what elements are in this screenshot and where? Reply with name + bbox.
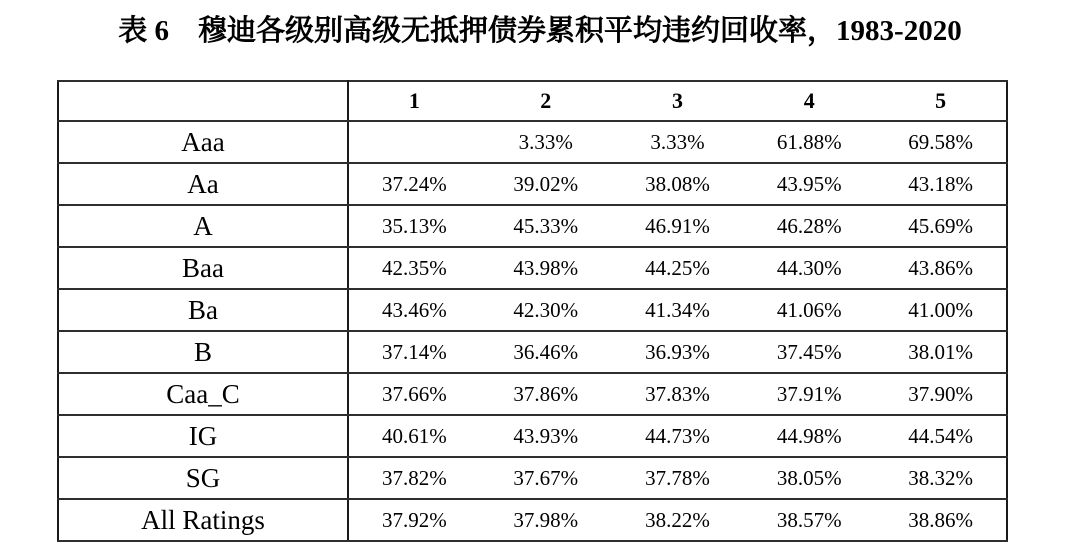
table-row: [58, 373, 1007, 415]
header-cell-year-3: 3: [612, 81, 744, 121]
row-label: Caa_C: [58, 373, 348, 415]
table-body: [58, 121, 1007, 541]
value-cell: [348, 121, 480, 163]
table-title: 表 6 穆迪各级别高级无抵押债券累积平均违约回收率，1983-2020: [118, 15, 962, 47]
value-cell: 44.25%: [612, 247, 744, 289]
row-label: Baa: [58, 247, 348, 289]
value-cell: 69.58%: [875, 121, 1007, 163]
value-cell: 45.69%: [875, 205, 1007, 247]
document-page: [0, 8, 1080, 535]
value-cell: 38.01%: [875, 331, 1007, 373]
value-cell: 43.86%: [875, 247, 1007, 289]
value-cell: 36.46%: [480, 331, 612, 373]
value-cell: 37.92%: [348, 499, 480, 541]
row-label: SG: [58, 457, 348, 499]
value-cell: 38.08%: [612, 163, 744, 205]
value-cell: 37.90%: [875, 373, 1007, 415]
header-cell-year-2: 2: [480, 81, 612, 121]
value-cell: 37.91%: [743, 373, 875, 415]
value-cell: 38.32%: [875, 457, 1007, 499]
row-label: Aaa: [58, 121, 348, 163]
value-cell: 44.73%: [612, 415, 744, 457]
table-row: [58, 163, 1007, 205]
value-cell: 36.93%: [612, 331, 744, 373]
value-cell: 41.00%: [875, 289, 1007, 331]
header-cell-year-1: 1: [348, 81, 480, 121]
table-row: [58, 289, 1007, 331]
header-cell-rating: [58, 81, 348, 121]
value-cell: 37.67%: [480, 457, 612, 499]
value-cell: 45.33%: [480, 205, 612, 247]
table-row: [58, 415, 1007, 457]
value-cell: 37.98%: [480, 499, 612, 541]
row-label: Aa: [58, 163, 348, 205]
value-cell: 42.30%: [480, 289, 612, 331]
value-cell: 35.13%: [348, 205, 480, 247]
value-cell: 42.35%: [348, 247, 480, 289]
value-cell: 37.78%: [612, 457, 744, 499]
value-cell: 43.93%: [480, 415, 612, 457]
value-cell: 38.05%: [743, 457, 875, 499]
row-label: Ba: [58, 289, 348, 331]
value-cell: 43.98%: [480, 247, 612, 289]
table-row: [58, 205, 1007, 247]
value-cell: 37.66%: [348, 373, 480, 415]
value-cell: 44.54%: [875, 415, 1007, 457]
table-row: [58, 331, 1007, 373]
table-row: [58, 121, 1007, 163]
row-label: All Ratings: [58, 499, 348, 541]
value-cell: 44.98%: [743, 415, 875, 457]
value-cell: 37.83%: [612, 373, 744, 415]
value-cell: 40.61%: [348, 415, 480, 457]
value-cell: 61.88%: [743, 121, 875, 163]
value-cell: 37.45%: [743, 331, 875, 373]
value-cell: 46.91%: [612, 205, 744, 247]
value-cell: 3.33%: [480, 121, 612, 163]
value-cell: 37.82%: [348, 457, 480, 499]
value-cell: 41.06%: [743, 289, 875, 331]
table-row: [58, 499, 1007, 541]
value-cell: 43.46%: [348, 289, 480, 331]
table-header: [58, 81, 1007, 121]
table-row: [58, 247, 1007, 289]
row-label: A: [58, 205, 348, 247]
value-cell: 37.24%: [348, 163, 480, 205]
header-row: [58, 81, 1007, 121]
recovery-rate-table: [57, 80, 1008, 542]
value-cell: 38.86%: [875, 499, 1007, 541]
value-cell: 43.95%: [743, 163, 875, 205]
value-cell: 41.34%: [612, 289, 744, 331]
value-cell: 38.57%: [743, 499, 875, 541]
row-label: IG: [58, 415, 348, 457]
value-cell: 3.33%: [612, 121, 744, 163]
value-cell: 37.86%: [480, 373, 612, 415]
value-cell: 43.18%: [875, 163, 1007, 205]
value-cell: 37.14%: [348, 331, 480, 373]
header-cell-year-4: 4: [743, 81, 875, 121]
header-cell-year-5: 5: [875, 81, 1007, 121]
value-cell: 38.22%: [612, 499, 744, 541]
value-cell: 44.30%: [743, 247, 875, 289]
value-cell: 46.28%: [743, 205, 875, 247]
value-cell: 39.02%: [480, 163, 612, 205]
table-row: [58, 457, 1007, 499]
row-label: B: [58, 331, 348, 373]
